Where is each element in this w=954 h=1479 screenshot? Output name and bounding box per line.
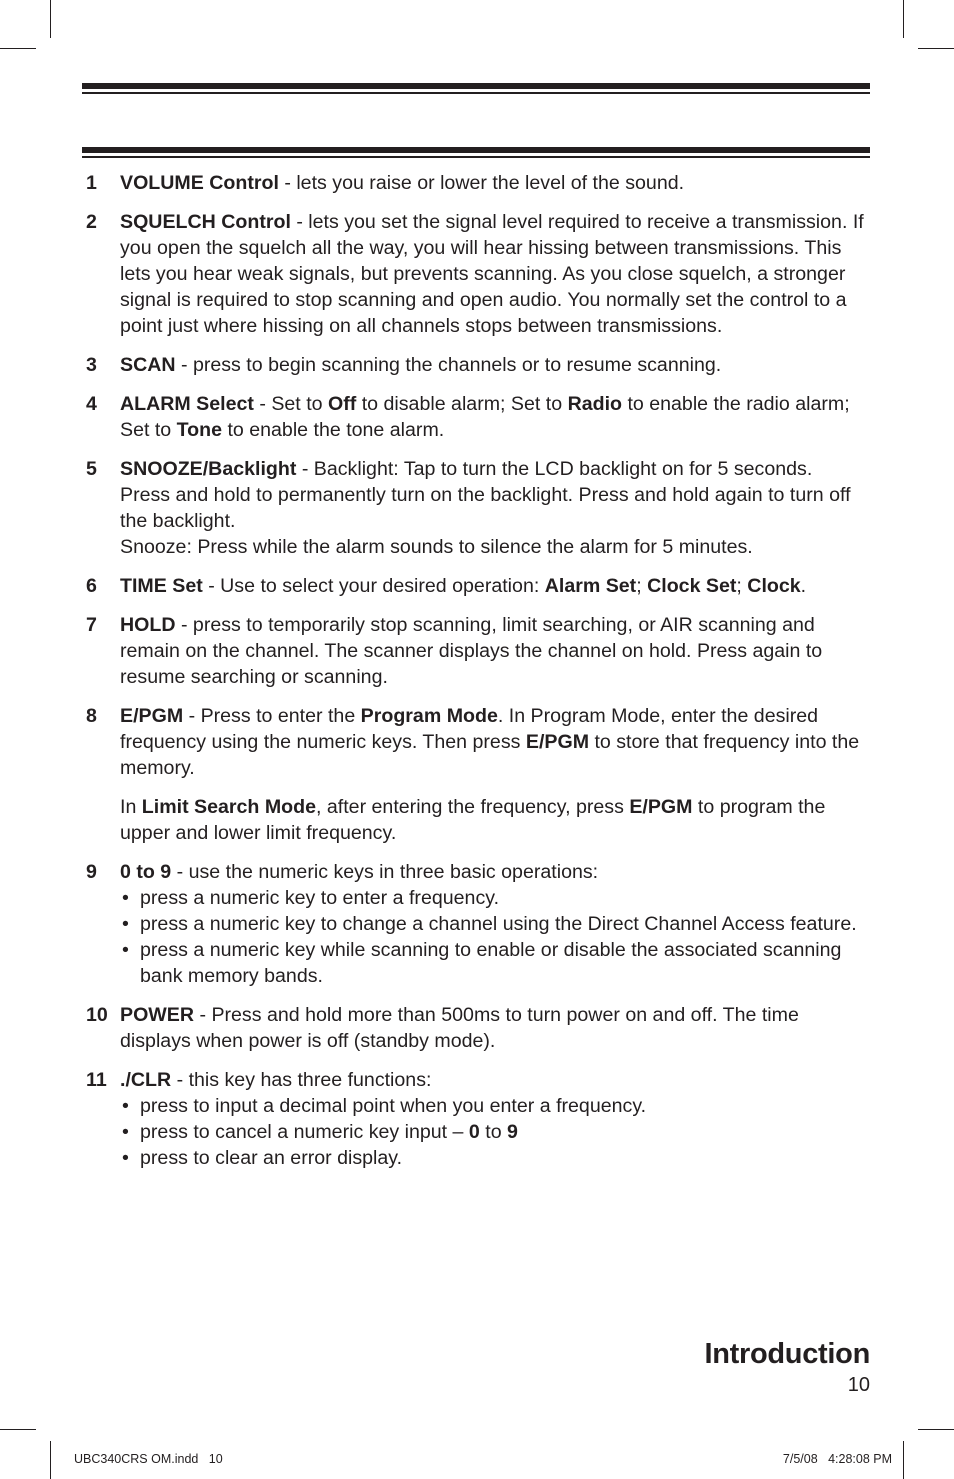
text-run: - press to begin scanning the channels or to resume scanning.	[175, 354, 722, 376]
item-description	[120, 703, 866, 781]
bold-term: SCAN	[120, 354, 176, 376]
text-run: to program the upper and lower limit frequency.	[120, 796, 826, 844]
item-number: 4	[86, 393, 97, 415]
text-run: - Use to select your desired operation:	[202, 575, 545, 597]
bullet-dot-icon: •	[122, 939, 129, 961]
bullet-text	[140, 1093, 866, 1119]
bold-term: Program Mode	[360, 705, 498, 727]
list-item	[86, 612, 866, 690]
bold-term: E/PGM	[525, 731, 590, 753]
list-item	[86, 352, 866, 378]
item-number: 9	[86, 861, 97, 883]
item-paragraph	[120, 794, 866, 846]
text-run: - press to temporarily stop scanning, limit searching, or AIR scanning and remain on the channel. The scanner displays the channel on hold. Press again to resume searching or scanning.	[120, 614, 823, 688]
bold-term: SQUELCH Control	[120, 211, 291, 233]
header-rule-bottom	[82, 147, 870, 158]
item-number: 10	[86, 1004, 108, 1026]
item-number: 2	[86, 211, 97, 233]
item-body	[120, 573, 866, 599]
text-run: press a numeric key to change a channel using the Direct Channel Access feature.	[140, 913, 857, 935]
bullet-text	[140, 911, 866, 937]
list-item	[86, 391, 866, 443]
bold-term: VOLUME Control	[120, 172, 279, 194]
bold-term: Tone	[176, 419, 222, 441]
item-body	[120, 391, 866, 443]
item-body	[120, 1002, 866, 1054]
item-number: 6	[86, 575, 97, 597]
item-description	[120, 391, 866, 443]
list-item	[86, 1002, 866, 1054]
item-description	[120, 170, 866, 196]
bullet-text	[140, 885, 866, 911]
controls-list	[86, 170, 866, 1184]
bold-term: Limit Search Mode	[141, 796, 316, 818]
bullet-item	[120, 911, 866, 937]
header-rule-top	[82, 83, 870, 94]
text-run: , after entering the frequency, press	[316, 796, 630, 818]
bullet-dot-icon: •	[122, 913, 129, 935]
list-item	[86, 703, 866, 846]
text-run: - this key has three functions:	[171, 1069, 432, 1091]
text-run: ;	[736, 575, 748, 597]
item-body	[120, 859, 866, 989]
item-description	[120, 859, 866, 885]
list-item	[86, 170, 866, 196]
item-body	[120, 1067, 866, 1171]
text-run: to enable the tone alarm.	[222, 419, 445, 441]
item-body	[120, 703, 866, 846]
item-number: 5	[86, 458, 97, 480]
bold-term: Radio	[567, 393, 623, 415]
crop-mark	[0, 48, 36, 49]
print-slug-date: 7/5/08 4:28:08 PM	[782, 1452, 892, 1466]
text-run: press a numeric key while scanning to enable or disable the associated scanning bank memory bands.	[140, 939, 842, 987]
section-title: Introduction	[704, 1338, 870, 1370]
bold-term: Clock Set	[647, 575, 737, 597]
text-run: - Set to	[253, 393, 328, 415]
item-body	[120, 209, 866, 339]
list-item	[86, 573, 866, 599]
bullet-dot-icon: •	[122, 1095, 129, 1117]
item-description	[120, 456, 866, 534]
text-run: press to cancel a numeric key input –	[140, 1121, 469, 1143]
bullet-text	[140, 1145, 866, 1171]
bold-term: SNOOZE/Backlight	[120, 458, 297, 480]
bold-term: ./CLR	[120, 1069, 172, 1091]
item-number: 3	[86, 354, 97, 376]
list-item	[86, 1067, 866, 1171]
bullet-item	[120, 937, 866, 989]
bold-term: Off	[327, 393, 357, 415]
bullet-item	[120, 1093, 866, 1119]
crop-mark	[918, 1429, 954, 1430]
text-run: . In Program Mode, enter the desired frequency using the numeric keys. Then press	[120, 705, 819, 753]
item-number: 8	[86, 705, 97, 727]
item-description	[120, 1067, 866, 1093]
item-description	[120, 612, 866, 690]
list-item	[86, 209, 866, 339]
text-run: press to clear an error display.	[140, 1147, 403, 1169]
item-description	[120, 209, 866, 339]
bullet-text	[140, 937, 866, 989]
bold-term: ALARM Select	[120, 393, 254, 415]
crop-mark	[903, 0, 904, 38]
item-body	[120, 170, 866, 196]
item-description	[120, 352, 866, 378]
item-paragraph	[120, 534, 866, 560]
bold-term: Alarm Set	[544, 575, 637, 597]
item-description	[120, 1002, 866, 1054]
page-number: 10	[847, 1374, 870, 1396]
bullet-text	[140, 1119, 866, 1145]
bold-term: E/PGM	[629, 796, 693, 818]
bold-term: 0 to 9	[120, 861, 172, 883]
text-run: to store that frequency into the memory.	[120, 731, 860, 779]
text-run: - lets you set the signal level required to receive a transmission. If you open the squelch all the way, you will hear hissing between transmissions. This lets you hear weak signals, but prevents scanning. As you close squelch, a stronger signal is required to stop scanning and open audio. You normally set the control to a point just where hissing on all channels stops between transmissions.	[120, 211, 864, 337]
crop-mark	[918, 48, 954, 49]
crop-mark	[903, 1441, 904, 1479]
text-run: to	[479, 1121, 508, 1143]
print-slug-file: UBC340CRS OM.indd 10	[74, 1452, 223, 1466]
text-run: - use the numeric keys in three basic operations:	[171, 861, 599, 883]
text-run: In	[120, 796, 142, 818]
text-run: - Press to enter the	[183, 705, 361, 727]
bullet-item	[120, 885, 866, 911]
bold-term: Clock	[747, 575, 801, 597]
text-run: - Backlight: Tap to turn the LCD backlight on for 5 seconds. Press and hold to permanently turn on the backlight. Press and hold again to turn off the backlight.	[120, 458, 851, 532]
list-item	[86, 456, 866, 560]
text-run: ;	[636, 575, 648, 597]
crop-mark	[50, 0, 51, 38]
bullet-dot-icon: •	[122, 1121, 129, 1143]
bullet-dot-icon: •	[122, 1147, 129, 1169]
item-body	[120, 612, 866, 690]
text-run: to disable alarm; Set to	[356, 393, 568, 415]
item-number: 7	[86, 614, 97, 636]
text-run: .	[800, 575, 807, 597]
bold-term: HOLD	[120, 614, 176, 636]
item-number: 1	[86, 172, 97, 194]
text-run: to enable the radio alarm; Set to	[120, 393, 850, 441]
bold-term: 0	[468, 1121, 480, 1143]
list-item	[86, 859, 866, 989]
item-number: 11	[86, 1069, 107, 1091]
text-run: Snooze: Press while the alarm sounds to silence the alarm for 5 minutes.	[120, 536, 753, 558]
text-run: - Press and hold more than 500ms to turn power on and off. The time displays when power is off (standby mode).	[120, 1004, 799, 1052]
bold-term: TIME Set	[120, 575, 203, 597]
item-body	[120, 456, 866, 560]
text-run: press to input a decimal point when you enter a frequency.	[140, 1095, 647, 1117]
bullet-dot-icon: •	[122, 887, 129, 909]
bullet-item	[120, 1145, 866, 1171]
item-description	[120, 573, 866, 599]
crop-mark	[50, 1441, 51, 1479]
item-body	[120, 352, 866, 378]
text-run: press a numeric key to enter a frequency.	[140, 887, 500, 909]
crop-mark	[0, 1429, 36, 1430]
bullet-item	[120, 1119, 866, 1145]
bold-term: 9	[507, 1121, 518, 1143]
bold-term: E/PGM	[120, 705, 184, 727]
bold-term: POWER	[120, 1004, 195, 1026]
text-run: - lets you raise or lower the level of the sound.	[278, 172, 685, 194]
